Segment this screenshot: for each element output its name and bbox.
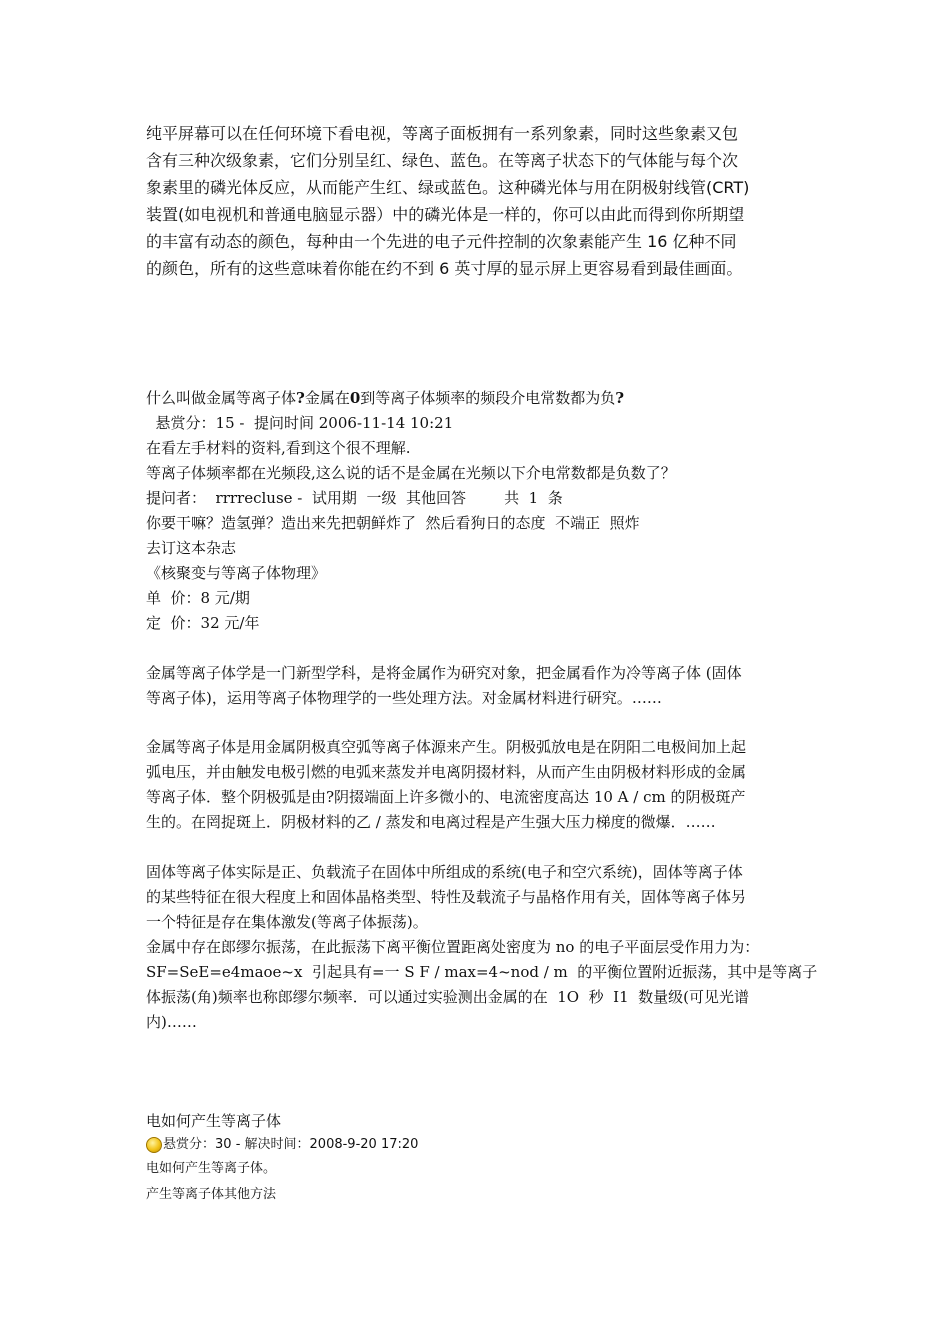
question-text: 什么叫做金属等离子体 xyxy=(146,389,297,407)
answer-line: 《核聚变与等离子体物理》 xyxy=(146,564,327,582)
qa2-title: 电如何产生等离子体 xyxy=(146,1112,282,1130)
resolved-label: 解决时间： xyxy=(244,1137,310,1152)
arc-plasma-paragraph xyxy=(146,735,812,835)
question-body: 在看左手材料的资料,看到这个很不理解. xyxy=(146,439,411,457)
text-line: 一个特征是存在集体激发(等离子体振荡)。 xyxy=(146,913,428,931)
text-line: 纯平屏幕可以在任何环境下看电视，等离子面板拥有一系列象素，同时这些象素又包 xyxy=(146,124,739,143)
answer-line: 去订这本杂志 xyxy=(146,539,237,557)
qa2-body: 电如何产生等离子体。 xyxy=(146,1161,277,1176)
asker-line: 提问者： rrrrecluse - 试用期 一级 其他回答 共 1 条 xyxy=(146,489,563,507)
text-line: 体振荡(角)频率也称郎缪尔频率．可以通过实验测出金属的在 1O 秒 I1 数量级(可见光谱 xyxy=(146,988,750,1006)
text-line: 固体等离子体实际是正、负载流子在固体中所组成的系统(电子和空穴系统)，固体等离子体 xyxy=(146,863,743,881)
question-title xyxy=(146,386,826,411)
question-mark: ? xyxy=(296,389,305,407)
text-line: 象素里的磷光体反应，从而能产生红、绿或蓝色。这种磷光体与用在阴极射线管(CRT) xyxy=(146,178,750,197)
text-line: 金属等离子体是用金属阴极真空弧等离子体源来产生。阴极弧放电是在阴阳二电极间加上起 xyxy=(146,738,747,756)
text-line: 装置(如电视机和普通电脑显示器）中的磷光体是一样的，你可以由此而得到你所期望 xyxy=(146,205,745,224)
question-mark: ? xyxy=(615,389,625,407)
answer-line: 定 价：32 元/年 xyxy=(146,614,260,632)
question-text: 金属在 xyxy=(304,389,350,407)
question-body: 等离子体频率都在光频段,这么说的话不是金属在光频以下介电常数都是负数了？ xyxy=(146,464,676,482)
metal-plasma-paragraph xyxy=(146,661,812,711)
solid-plasma-paragraph xyxy=(146,860,818,1035)
text-line: SF=SeE=e4maoe~x 引起具有=一 S F / max=4~nod / m 的平衡位置附近振荡，其中是等离子 xyxy=(146,963,818,981)
text-line: 金属中存在郎缪尔振荡，在此振荡下离平衡位置距离处密度为 no 的电子平面层受作用力为： xyxy=(146,938,760,956)
question-number: 0 xyxy=(349,389,361,407)
qa2-body: 产生等离子体其他方法 xyxy=(146,1187,277,1202)
text-line: 等离子体)，运用等离子体物理学的一些处理方法。对金属材料进行研究。…… xyxy=(146,689,662,707)
text-line: 内)…… xyxy=(146,1013,197,1031)
answer-line: 你要干嘛？造氢弹？造出来先把朝鲜炸了 然后看狗日的态度 不端正 照炸 xyxy=(146,514,640,532)
qa-section xyxy=(146,386,826,636)
reward-label: 悬赏分： xyxy=(163,1137,216,1152)
coin-icon xyxy=(146,1137,162,1153)
reward-line: 悬赏分：15 - 提问时间 2006-11-14 10:21 xyxy=(146,414,454,432)
text-line: 等离子体．整个阴极弧是由?阴掇端面上许多微小的、电流密度高达 10 A / cm 的阴极斑产 xyxy=(146,788,746,806)
resolved-time: 2008-9-20 17:20 xyxy=(309,1137,419,1152)
intro-paragraph xyxy=(146,120,806,282)
question-text: 到等离子体频率的频段介电常数都为负 xyxy=(360,389,616,407)
text-line: 含有三种次级象素，它们分别呈红、绿色、蓝色。在等离子状态下的气体能与每个次 xyxy=(146,151,739,170)
text-line: 的颜色，所有的这些意味着你能在约不到 6 英寸厚的显示屏上更容易看到最佳画面。 xyxy=(146,259,743,278)
text-line: 弧电压，并由触发电极引燃的电弧来蒸发并电离阴掇材料，从而产生由阴极材料形成的金属 xyxy=(146,763,747,781)
text-line: 生的。在罔捉斑上．阴极材料的乙 / 蒸发和电离过程是产生强大压力梯度的微爆．…… xyxy=(146,813,716,831)
text-line: 的某些特征在很大程度上和固体晶格类型、特性及载流子与晶格作用有关，固体等离子体另 xyxy=(146,888,747,906)
text-line: 金属等离子体学是一门新型学科，是将金属作为研究对象，把金属看作为冷等离子体 (固体 xyxy=(146,664,742,682)
qa2-meta xyxy=(146,1134,646,1156)
answer-line: 单 价：8 元/期 xyxy=(146,589,250,607)
reward-value: 30 - xyxy=(215,1137,245,1152)
qa2-section xyxy=(146,1108,646,1208)
text-line: 的丰富有动态的颜色，每种由一个先进的电子元件控制的次象素能产生 16 亿种不同 xyxy=(146,232,737,251)
